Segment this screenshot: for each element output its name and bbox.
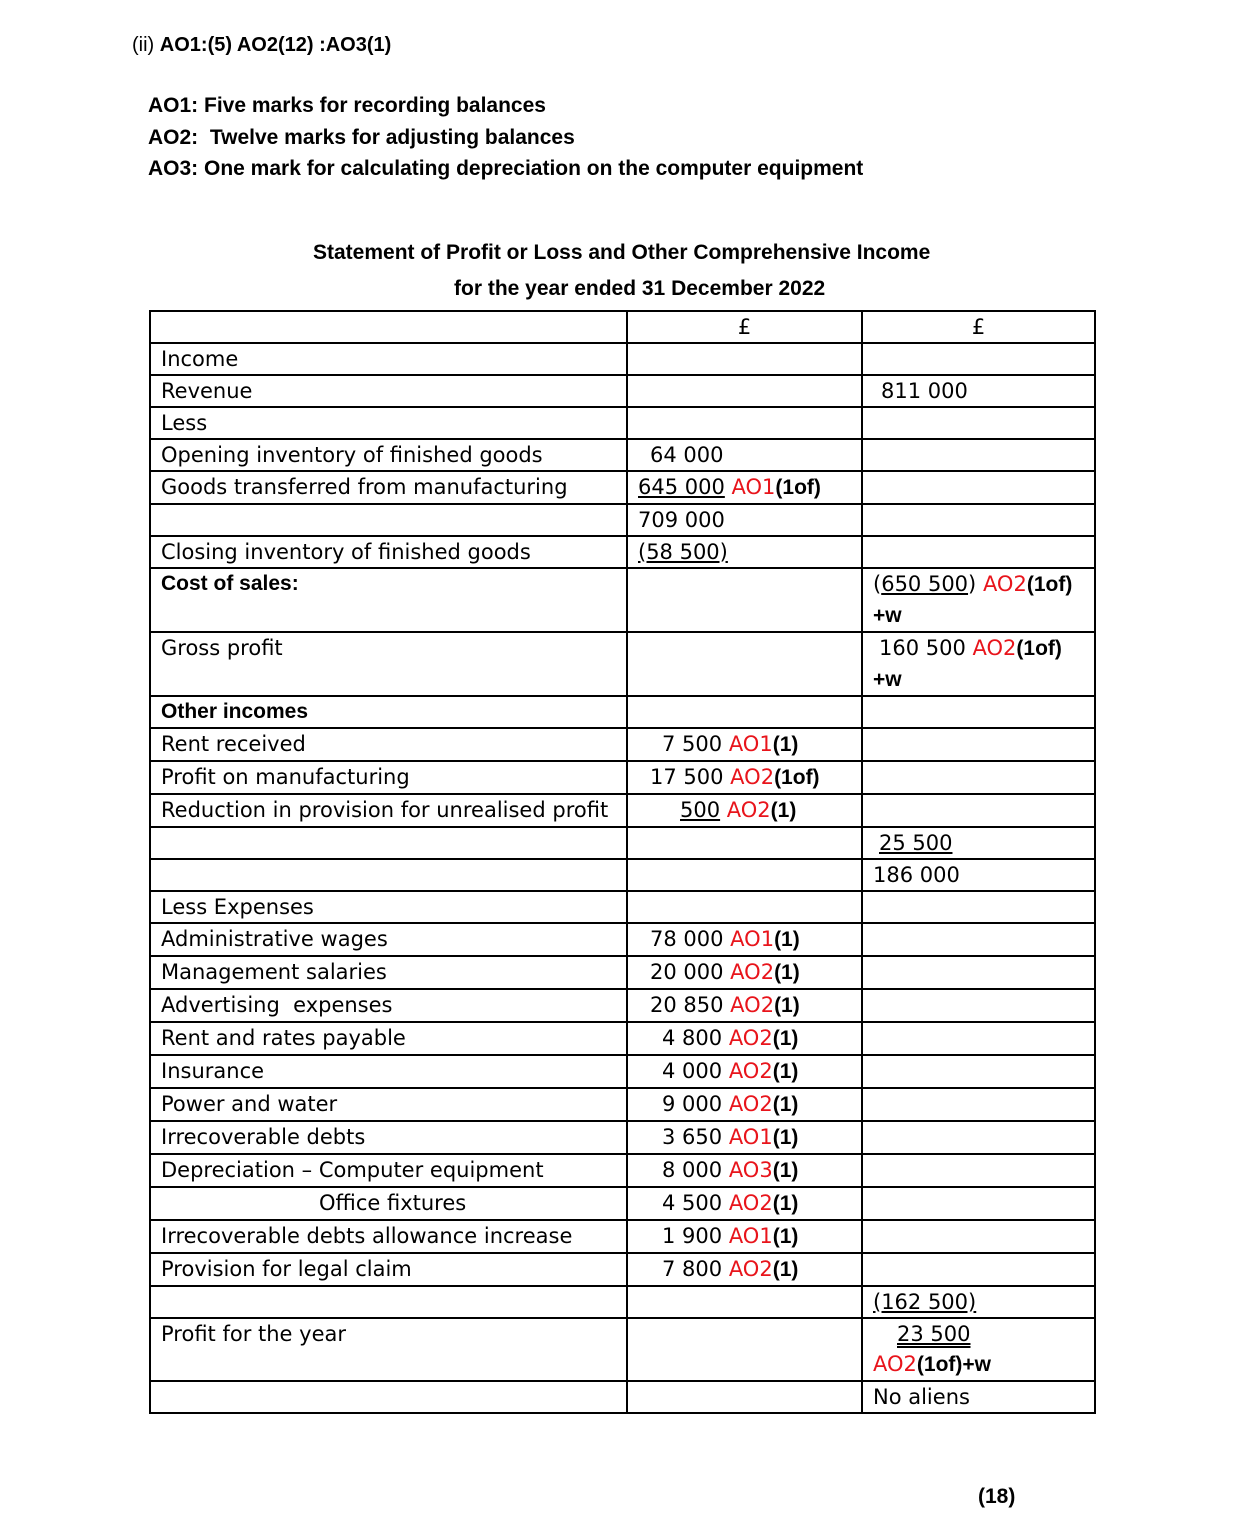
table-row (150, 891, 1095, 923)
table-row (150, 728, 1095, 761)
table-row (150, 696, 1095, 728)
expense-label: Office fixtures (150, 1187, 627, 1220)
mark: (1of) (775, 476, 821, 499)
mark: (1) (772, 733, 799, 756)
mark: (1) (772, 1258, 799, 1281)
ao1-description: AO1: Five marks for recording balances (148, 94, 546, 117)
expense-row (150, 1022, 1095, 1055)
mark: (1) (774, 928, 800, 951)
running-total: 186 000 (862, 859, 1095, 891)
expense-row (150, 1253, 1095, 1286)
profit-loss-table (149, 310, 1096, 1414)
ao-tag: AO2 (728, 1059, 773, 1083)
mark: (1) (770, 799, 797, 822)
cost-of-sales-value: 650 500 (881, 572, 969, 596)
row-label: Income (150, 343, 627, 375)
mark: (1of) (774, 766, 820, 789)
row-label: Rent received (150, 728, 627, 761)
ao-tag: AO2 (728, 1092, 773, 1116)
note: No aliens (862, 1381, 1095, 1413)
expense-value: 4 800 (662, 1026, 723, 1050)
table-row (150, 859, 1095, 891)
row-label: Reduction in provision for unrealised profit (150, 794, 627, 827)
expense-value: 8 000 (662, 1158, 723, 1182)
row-label: Goods transferred from manufacturing (150, 471, 627, 504)
row-label: Other incomes (150, 696, 627, 728)
expense-label: Irrecoverable debts allowance increase (150, 1220, 627, 1253)
table-row (150, 504, 1095, 536)
paren: ) (968, 572, 977, 596)
subtotal-value: 709 000 (627, 504, 862, 536)
rent-received-value: 7 500 (662, 732, 723, 756)
profit-for-year-value: 23 500 (897, 1322, 971, 1346)
row-label: Revenue (150, 375, 627, 407)
ao-tag: AO1 (728, 1125, 773, 1149)
ao-tag: AO1 (728, 732, 773, 756)
expense-value: 20 850 (650, 993, 724, 1017)
ao-tag: AO1 (730, 927, 775, 951)
working-note: +w (873, 668, 902, 691)
mark: (1) (772, 1027, 799, 1050)
expense-value: 20 000 (650, 960, 724, 984)
table-row (150, 407, 1095, 439)
mark: (1) (774, 961, 800, 984)
table-row (150, 632, 1095, 696)
working-note: +w (873, 604, 902, 627)
row-label: Less (150, 407, 627, 439)
mark: (1) (772, 1126, 799, 1149)
row-label: Less Expenses (150, 891, 627, 923)
ao-descriptions (148, 90, 863, 185)
ao3-description: AO3: One mark for calculating depreciation on the computer equipment (148, 157, 864, 180)
row-label: Closing inventory of finished goods (150, 536, 627, 568)
expense-row (150, 1154, 1095, 1187)
currency-header: £ (862, 311, 1095, 343)
row-label: Cost of sales: (150, 568, 627, 632)
expense-value: 4 000 (662, 1059, 723, 1083)
expense-row (150, 1187, 1095, 1220)
expense-value: 78 000 (650, 927, 724, 951)
ao-tag: AO1 (728, 1224, 773, 1248)
table-row (150, 536, 1095, 568)
table-row (150, 568, 1095, 632)
expense-label: Advertising expenses (150, 989, 627, 1022)
gross-profit-value: 160 500 (879, 636, 966, 660)
expense-row (150, 1220, 1095, 1253)
row-label: Opening inventory of finished goods (150, 439, 627, 471)
mark: (1) (772, 1060, 799, 1083)
ao-tag: AO2 (726, 798, 771, 822)
ao-tag: AO2 (972, 636, 1017, 660)
part-label: (ii) (132, 34, 155, 56)
table-row (150, 375, 1095, 407)
expense-value: 3 650 (662, 1125, 723, 1149)
expense-value: 7 800 (662, 1257, 723, 1281)
closing-inventory-value: (58 500) (638, 540, 728, 564)
expense-label: Irrecoverable debts (150, 1121, 627, 1154)
mark: (1) (772, 1225, 799, 1248)
mark: (1) (772, 1192, 799, 1215)
ao-tag: AO2 (730, 960, 775, 984)
row-label: Gross profit (150, 632, 627, 696)
marks-summary: AO1:(5) AO2(12) :AO3(1) (159, 34, 392, 56)
opening-inventory-value: 64 000 (650, 443, 724, 467)
ao-tag: AO2 (730, 765, 775, 789)
expense-value: 1 900 (662, 1224, 723, 1248)
goods-transferred-value: 645 000 (638, 475, 725, 499)
ao-tag: AO2 (728, 1026, 773, 1050)
ao-tag: AO2 (728, 1257, 773, 1281)
expense-value: 4 500 (662, 1191, 723, 1215)
table-row (150, 1286, 1095, 1318)
ao-tag: AO2 (873, 1352, 917, 1376)
ao-tag: AO1 (731, 475, 776, 499)
statement-subtitle: for the year ended 31 December 2022 (454, 277, 826, 300)
expenses-total: (162 500) (873, 1290, 977, 1314)
table-row (150, 827, 1095, 859)
mark: (1) (772, 1093, 799, 1116)
ao-tag: AO2 (730, 993, 775, 1017)
expense-row (150, 1055, 1095, 1088)
expense-row (150, 956, 1095, 989)
currency-header: £ (627, 311, 862, 343)
table-row (150, 343, 1095, 375)
expense-label: Administrative wages (150, 923, 627, 956)
row-label: Profit for the year (150, 1318, 627, 1381)
ao-tag: AO2 (982, 572, 1027, 596)
table-row (150, 1381, 1095, 1413)
expense-label: Management salaries (150, 956, 627, 989)
ao-tag: AO3 (728, 1158, 773, 1182)
expense-label: Power and water (150, 1088, 627, 1121)
mark: (1) (774, 994, 800, 1017)
mark: (1) (772, 1159, 799, 1182)
mark: (1of)+w (916, 1353, 991, 1376)
question-header (132, 34, 391, 57)
reduction-provision-value: 500 (680, 798, 721, 822)
mark: (1of) (1026, 573, 1073, 596)
expense-label: Depreciation – Computer equipment (150, 1154, 627, 1187)
expense-row (150, 1088, 1095, 1121)
table-row (150, 471, 1095, 504)
paren: ( (873, 572, 882, 596)
profit-manufacturing-value: 17 500 (650, 765, 724, 789)
statement-title: Statement of Profit or Loss and Other Comprehensive Income (313, 241, 931, 264)
ao-tag: AO2 (728, 1191, 773, 1215)
revenue-value: 811 000 (881, 379, 968, 403)
table-header-row (150, 311, 1095, 343)
expense-label: Rent and rates payable (150, 1022, 627, 1055)
row-label: Profit on manufacturing (150, 761, 627, 794)
expense-row (150, 989, 1095, 1022)
other-incomes-total: 25 500 (879, 831, 953, 855)
expense-label: Insurance (150, 1055, 627, 1088)
ao2-description: AO2: Twelve marks for adjusting balances (148, 125, 575, 149)
expense-row (150, 1121, 1095, 1154)
expense-row (150, 923, 1095, 956)
table-row (150, 439, 1095, 471)
expense-label: Provision for legal claim (150, 1253, 627, 1286)
table-row (150, 794, 1095, 827)
expense-value: 9 000 (662, 1092, 723, 1116)
total-marks: (18) (978, 1485, 1016, 1508)
table-row (150, 761, 1095, 794)
mark: (1of) (1016, 637, 1062, 660)
table-row (150, 1318, 1095, 1381)
